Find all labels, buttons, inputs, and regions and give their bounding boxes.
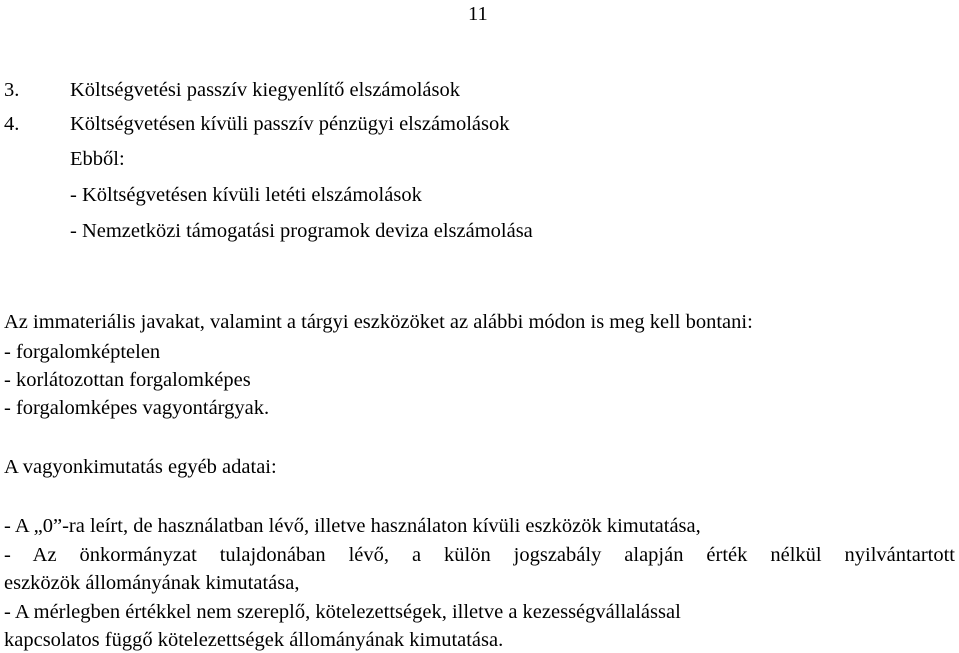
sublist-item: - Költségvetésen kívüli letéti elszámolások bbox=[70, 184, 422, 206]
list-item-text: Költségvetési passzív kiegyenlítő elszámolások bbox=[70, 79, 460, 101]
paragraph-line: - A mérlegben értékkel nem szereplő, kötelezettségek, illetve a kezességvállalással bbox=[4, 601, 681, 623]
paragraph-line: - korlátozottan forgalomképes bbox=[4, 369, 251, 391]
list-item-text: Költségvetésen kívüli passzív pénzügyi elszámolások bbox=[70, 113, 510, 135]
sublist-item: - Nemzetközi támogatási programok deviza elszámolása bbox=[70, 220, 533, 242]
page-number: 11 bbox=[468, 3, 488, 25]
paragraph-line: eszközök állományának kimutatása, bbox=[4, 572, 300, 594]
paragraph-line: - forgalomképtelen bbox=[4, 341, 161, 363]
paragraph-line: - A „0”-ra leírt, de használatban lévő, illetve használaton kívüli eszközök kimutatása, bbox=[4, 515, 701, 537]
list-item-number: 4. bbox=[4, 113, 20, 135]
paragraph-line: - forgalomképes vagyontárgyak. bbox=[4, 397, 270, 419]
section-heading: A vagyonkimutatás egyéb adatai: bbox=[4, 456, 277, 478]
list-item-number: 3. bbox=[4, 79, 20, 101]
paragraph-line: Az immateriális javakat, valamint a tárgyi eszközöket az alábbi módon is meg kell bontani: bbox=[4, 311, 753, 333]
sublist-heading: Ebből: bbox=[70, 148, 125, 170]
paragraph-line: kapcsolatos függő kötelezettségek állományának kimutatása. bbox=[4, 629, 504, 651]
paragraph-line: - Az önkormányzat tulajdonában lévő, a külön jogszabály alapján érték nélkül nyilvántartott bbox=[4, 544, 955, 566]
